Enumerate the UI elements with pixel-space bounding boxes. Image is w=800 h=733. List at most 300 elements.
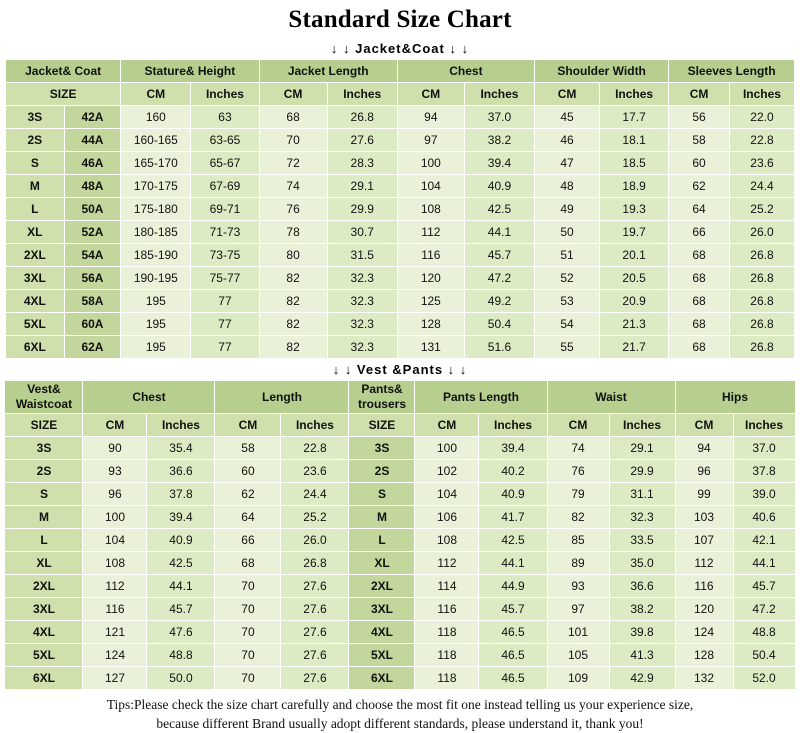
row-size: 5XL [5,644,83,667]
cell: 33.5 [609,529,675,552]
row-size: 4XL [6,290,65,313]
cell: 18.9 [600,175,669,198]
cell: 50.0 [147,667,215,690]
cell: 104 [83,529,147,552]
cell: 124 [675,621,733,644]
cell: 62 [669,175,730,198]
cell: 47 [535,152,600,175]
sub-header-inches: Inches [729,83,794,106]
cell: 77 [191,336,259,359]
row-size-code: 62A [64,336,121,359]
cell: 70 [215,644,281,667]
row-size: 5XL [6,313,65,336]
cell: 44.1 [147,575,215,598]
cell: 54 [535,313,600,336]
cell: 190-195 [121,267,191,290]
page-title: Standard Size Chart [288,6,512,33]
cell: 26.8 [729,336,794,359]
cell: 80 [259,244,327,267]
jacket-coat-table [5,59,795,359]
group-header-pants-length: Pants Length [415,381,547,414]
cell: 21.3 [600,313,669,336]
cell: 58 [669,129,730,152]
cell: 28.3 [327,152,397,175]
cell: 21.7 [600,336,669,359]
cell: 20.9 [600,290,669,313]
cell: 44.1 [479,552,547,575]
cell: 116 [415,598,479,621]
row-size-pants: M [349,506,415,529]
cell: 102 [415,460,479,483]
cell: 108 [415,529,479,552]
sub-header-size: SIZE [6,83,121,106]
table-row [5,483,795,506]
cell: 32.3 [327,290,397,313]
table-row [5,575,795,598]
sub-header-cm: CM [535,83,600,106]
cell: 68 [669,244,730,267]
cell: 99 [675,483,733,506]
cell: 93 [547,575,609,598]
cell: 76 [259,198,327,221]
cell: 175-180 [121,198,191,221]
cell: 124 [83,644,147,667]
cell: 47.2 [464,267,534,290]
cell: 64 [669,198,730,221]
table-row [6,152,795,175]
cell: 39.4 [464,152,534,175]
sub-header-inches: Inches [281,414,349,437]
cell: 73-75 [191,244,259,267]
cell: 40.2 [479,460,547,483]
cell: 38.2 [464,129,534,152]
cell: 20.1 [600,244,669,267]
table-row [6,175,795,198]
cell: 27.6 [281,667,349,690]
cell: 77 [191,313,259,336]
row-size-pants: 2S [349,460,415,483]
cell: 18.5 [600,152,669,175]
cell: 25.2 [281,506,349,529]
footer-line-1: Tips:Please check the size chart carefully and choose the most fit one instead telling us your experience size, [106,697,694,712]
cell: 50.4 [464,313,534,336]
cell: 56 [669,106,730,129]
cell: 77 [191,290,259,313]
cell: 42.5 [464,198,534,221]
row-size: M [5,506,83,529]
group-header-pants-trousers: Pants& trousers [349,381,415,414]
group-header-waist: Waist [547,381,675,414]
cell: 35.4 [147,437,215,460]
sub-header-size: SIZE [5,414,83,437]
cell: 41.7 [479,506,547,529]
cell: 48 [535,175,600,198]
cell: 128 [675,644,733,667]
cell: 94 [397,106,464,129]
cell: 26.8 [729,267,794,290]
row-size-pants: 2XL [349,575,415,598]
cell: 132 [675,667,733,690]
cell: 31.1 [609,483,675,506]
cell: 32.3 [609,506,675,529]
row-size: 2S [6,129,65,152]
cell: 105 [547,644,609,667]
cell: 82 [259,267,327,290]
cell: 78 [259,221,327,244]
row-size-code: 58A [64,290,121,313]
cell: 37.0 [733,437,795,460]
table-row [6,336,795,359]
cell: 112 [83,575,147,598]
cell: 96 [83,483,147,506]
cell: 97 [547,598,609,621]
cell: 185-190 [121,244,191,267]
cell: 165-170 [121,152,191,175]
cell: 30.7 [327,221,397,244]
cell: 82 [259,313,327,336]
group-header-chest: Chest [83,381,215,414]
cell: 107 [675,529,733,552]
sub-header-inches: Inches [609,414,675,437]
cell: 97 [397,129,464,152]
cell: 26.8 [729,290,794,313]
cell: 26.8 [281,552,349,575]
cell: 118 [415,644,479,667]
sub-header-inches: Inches [191,83,259,106]
cell: 70 [215,575,281,598]
cell: 68 [669,290,730,313]
row-size: 3XL [5,598,83,621]
row-size: L [5,529,83,552]
table-row [6,267,795,290]
cell: 67-69 [191,175,259,198]
cell: 51 [535,244,600,267]
cell: 58 [215,437,281,460]
cell: 116 [397,244,464,267]
cell: 26.0 [281,529,349,552]
row-size-code: 44A [64,129,121,152]
cell: 26.8 [327,106,397,129]
cell: 60 [669,152,730,175]
cell: 32.3 [327,336,397,359]
sub-header-inches: Inches [600,83,669,106]
footer-line-2: because different Brand usually adopt different standards, please understand it, thank you! [156,716,644,731]
cell: 62 [215,483,281,506]
cell: 44.1 [464,221,534,244]
row-size: S [6,152,65,175]
cell: 51.6 [464,336,534,359]
cell: 116 [675,575,733,598]
row-size: 6XL [5,667,83,690]
cell: 52.0 [733,667,795,690]
cell: 40.9 [464,175,534,198]
cell: 63 [191,106,259,129]
row-size-code: 56A [64,267,121,290]
cell: 106 [415,506,479,529]
cell: 27.6 [281,575,349,598]
cell: 39.8 [609,621,675,644]
cell: 66 [215,529,281,552]
cell: 26.8 [729,244,794,267]
cell: 24.4 [281,483,349,506]
cell: 25.2 [729,198,794,221]
row-size: 2XL [5,575,83,598]
cell: 100 [397,152,464,175]
cell: 180-185 [121,221,191,244]
cell: 24.4 [729,175,794,198]
cell: 19.3 [600,198,669,221]
group-header-hips: Hips [675,381,795,414]
table-row [6,221,795,244]
cell: 108 [397,198,464,221]
cell: 52 [535,267,600,290]
sub-header-cm: CM [121,83,191,106]
cell: 50.4 [733,644,795,667]
cell: 195 [121,336,191,359]
row-size: 3S [6,106,65,129]
cell: 100 [415,437,479,460]
cell: 46.5 [479,621,547,644]
cell: 39.4 [147,506,215,529]
cell: 48.8 [733,621,795,644]
cell: 93 [83,460,147,483]
cell: 89 [547,552,609,575]
cell: 82 [259,336,327,359]
group-header-row [6,60,795,83]
cell: 131 [397,336,464,359]
cell: 70 [215,621,281,644]
cell: 69-71 [191,198,259,221]
row-size-pants: 5XL [349,644,415,667]
cell: 90 [83,437,147,460]
cell: 94 [675,437,733,460]
cell: 41.3 [609,644,675,667]
cell: 195 [121,290,191,313]
row-size-pants: 3XL [349,598,415,621]
cell: 22.8 [281,437,349,460]
row-size-pants: XL [349,552,415,575]
row-size: XL [5,552,83,575]
cell: 36.6 [609,575,675,598]
jacket-coat-banner: ↓ ↓ Jacket&Coat ↓ ↓ [330,41,470,56]
cell: 22.0 [729,106,794,129]
cell: 104 [397,175,464,198]
vest-pants-table [4,380,795,690]
cell: 49 [535,198,600,221]
cell: 29.1 [609,437,675,460]
cell: 112 [415,552,479,575]
cell: 42.1 [733,529,795,552]
sub-header-size: SIZE [349,414,415,437]
row-size-code: 54A [64,244,121,267]
group-header-row [5,381,795,414]
row-size: 2S [5,460,83,483]
cell: 47.2 [733,598,795,621]
cell: 85 [547,529,609,552]
group-header-jacket-length: Jacket Length [259,60,397,83]
cell: 170-175 [121,175,191,198]
cell: 101 [547,621,609,644]
table-row [5,644,795,667]
sub-header-inches: Inches [733,414,795,437]
table-row [5,529,795,552]
row-size: 2XL [6,244,65,267]
cell: 74 [547,437,609,460]
cell: 31.5 [327,244,397,267]
cell: 46.5 [479,667,547,690]
cell: 82 [259,290,327,313]
table-row [5,552,795,575]
table-row [6,290,795,313]
cell: 37.8 [147,483,215,506]
sub-header-cm: CM [415,414,479,437]
row-size-pants: L [349,529,415,552]
cell: 66 [669,221,730,244]
cell: 64 [215,506,281,529]
cell: 79 [547,483,609,506]
sub-header-inches: Inches [479,414,547,437]
cell: 160-165 [121,129,191,152]
sub-header-inches: Inches [327,83,397,106]
cell: 26.0 [729,221,794,244]
cell: 71-73 [191,221,259,244]
cell: 103 [675,506,733,529]
row-size-code: 48A [64,175,121,198]
cell: 40.9 [479,483,547,506]
sub-header-cm: CM [669,83,730,106]
cell: 50 [535,221,600,244]
cell: 19.7 [600,221,669,244]
cell: 45.7 [479,598,547,621]
cell: 120 [397,267,464,290]
row-size: 4XL [5,621,83,644]
table-row [5,621,795,644]
cell: 116 [83,598,147,621]
cell: 49.2 [464,290,534,313]
row-size: XL [6,221,65,244]
cell: 108 [83,552,147,575]
row-size: 3S [5,437,83,460]
group-header-chest: Chest [397,60,534,83]
cell: 160 [121,106,191,129]
cell: 195 [121,313,191,336]
cell: 70 [215,598,281,621]
cell: 96 [675,460,733,483]
cell: 76 [547,460,609,483]
cell: 29.9 [609,460,675,483]
cell: 40.6 [733,506,795,529]
cell: 39.0 [733,483,795,506]
cell: 27.6 [327,129,397,152]
footer-tips [0,690,800,733]
cell: 27.6 [281,621,349,644]
row-size-pants: S [349,483,415,506]
table-row [6,313,795,336]
table-row [5,598,795,621]
cell: 22.8 [729,129,794,152]
group-header-sleeves-length: Sleeves Length [669,60,795,83]
cell: 68 [259,106,327,129]
row-size-code: 42A [64,106,121,129]
row-size: L [6,198,65,221]
row-size-code: 60A [64,313,121,336]
cell: 18.1 [600,129,669,152]
cell: 118 [415,621,479,644]
cell: 60 [215,460,281,483]
cell: 29.9 [327,198,397,221]
cell: 112 [675,552,733,575]
cell: 45.7 [733,575,795,598]
cell: 40.9 [147,529,215,552]
cell: 118 [415,667,479,690]
cell: 68 [669,267,730,290]
cell: 27.6 [281,644,349,667]
sub-header-row [6,83,795,106]
cell: 75-77 [191,267,259,290]
cell: 82 [547,506,609,529]
cell: 26.8 [729,313,794,336]
cell: 29.1 [327,175,397,198]
row-size: S [5,483,83,506]
cell: 120 [675,598,733,621]
cell: 65-67 [191,152,259,175]
cell: 68 [669,313,730,336]
cell: 32.3 [327,267,397,290]
cell: 23.6 [281,460,349,483]
cell: 46 [535,129,600,152]
cell: 38.2 [609,598,675,621]
cell: 46.5 [479,644,547,667]
cell: 35.0 [609,552,675,575]
cell: 63-65 [191,129,259,152]
group-header-vest-waistcoat: Vest& Waistcoat [5,381,83,414]
sub-header-cm: CM [83,414,147,437]
cell: 72 [259,152,327,175]
sub-header-inches: Inches [147,414,215,437]
row-size: 3XL [6,267,65,290]
cell: 44.9 [479,575,547,598]
row-size: M [6,175,65,198]
cell: 23.6 [729,152,794,175]
cell: 44.1 [733,552,795,575]
table-row [5,667,795,690]
cell: 45.7 [464,244,534,267]
row-size-code: 50A [64,198,121,221]
cell: 70 [215,667,281,690]
cell: 74 [259,175,327,198]
cell: 53 [535,290,600,313]
cell: 37.8 [733,460,795,483]
sub-header-row [5,414,795,437]
sub-header-cm: CM [397,83,464,106]
cell: 100 [83,506,147,529]
sub-header-cm: CM [675,414,733,437]
group-header-shoulder-width: Shoulder Width [535,60,669,83]
cell: 32.3 [327,313,397,336]
cell: 48.8 [147,644,215,667]
row-size-pants: 3S [349,437,415,460]
cell: 45.7 [147,598,215,621]
row-size-pants: 6XL [349,667,415,690]
cell: 37.0 [464,106,534,129]
row-size-code: 52A [64,221,121,244]
group-header-jacket-coat: Jacket& Coat [6,60,121,83]
cell: 42.9 [609,667,675,690]
cell: 39.4 [479,437,547,460]
cell: 55 [535,336,600,359]
sub-header-inches: Inches [464,83,534,106]
cell: 27.6 [281,598,349,621]
